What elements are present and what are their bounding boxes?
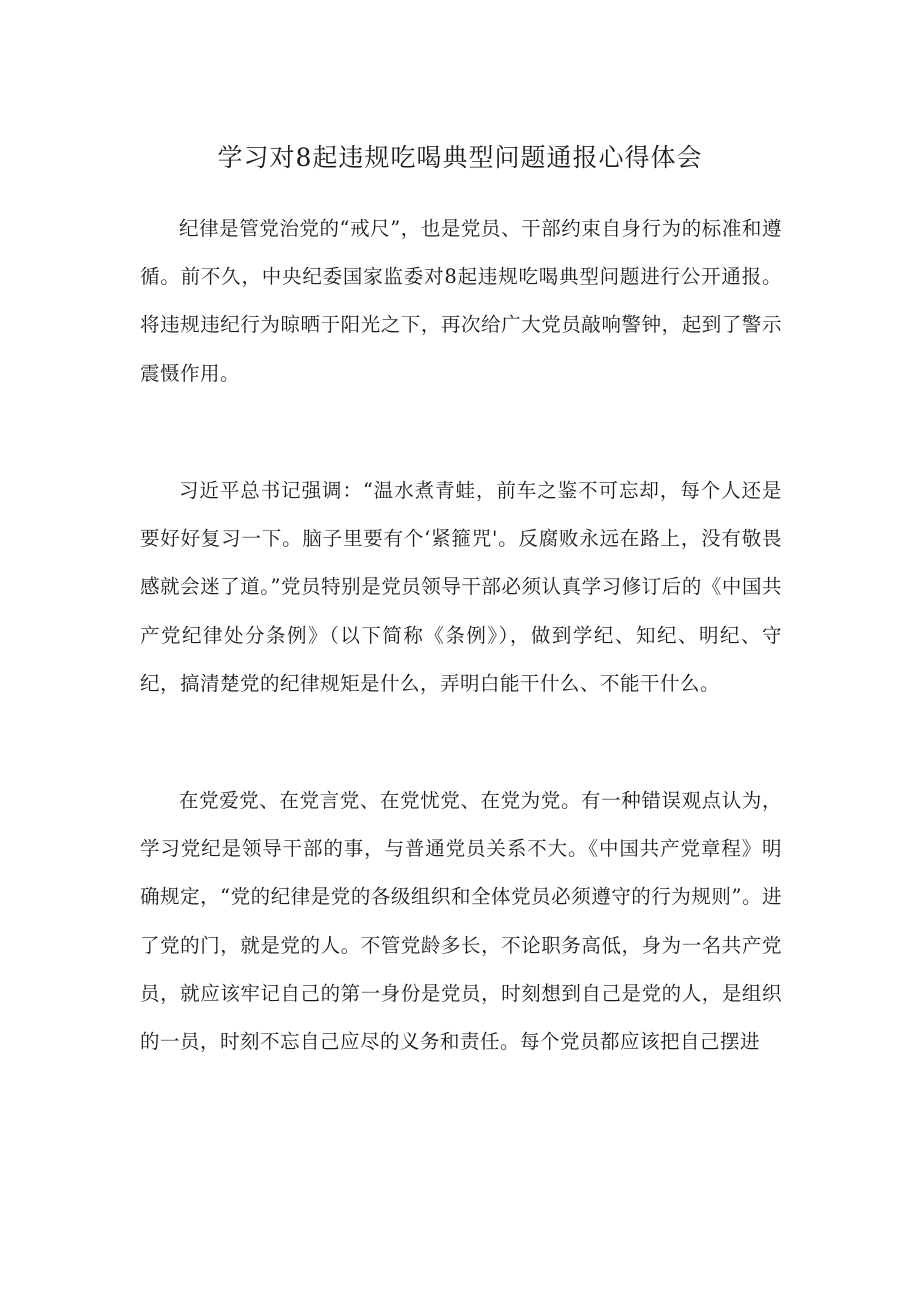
- document-title: 学习对8起违规吃喝典型问题通报心得体会: [217, 143, 703, 172]
- paragraph-1: 纪律是管党治党的“戒尺”，也是党员、干部约束自身行为的标准和遵循。前不久，中央纪委国家监委对8起违规吃喝典型问题进行公开通报。将违规违纪行为晾晒于阳光之下，再次给广大党员敲响警钟，起到了警示震慑作用。: [140, 217, 782, 385]
- paragraph-2: 习近平总书记强调：“温水煮青蛙，前车之鉴不可忘却，每个人还是要好好复习一下。脑子里要有个‘紧箍咒'。反腐败永远在路上，没有敬畏感就会迷了道。”党员特别是党员领导干部必须认真学习修订后的《中国共产党纪律处分条例》（以下简称《条例》），做到学纪、知纪、明纪、守纪，搞清楚党的纪律规矩是什么，弄明白能干什么、不能干什么。: [140, 479, 782, 695]
- paragraph-3: 在党爱党、在党言党、在党忧党、在党为党。有一种错误观点认为，学习党纪是领导干部的事，与普通党员关系不大。《中国共产党章程》明确规定，“党的纪律是党的各级组织和全体党员必须遵守的行为规则”。进了党的门，就是党的人。不管党龄多长，不论职务高低，身为一名共产党员，就应该牢记自己的第一身份是党员，时刻想到自己是党的人，是组织的一员，时刻不忘自己应尽的义务和责任。每个党员都应该把自己摆进: [140, 789, 782, 1054]
